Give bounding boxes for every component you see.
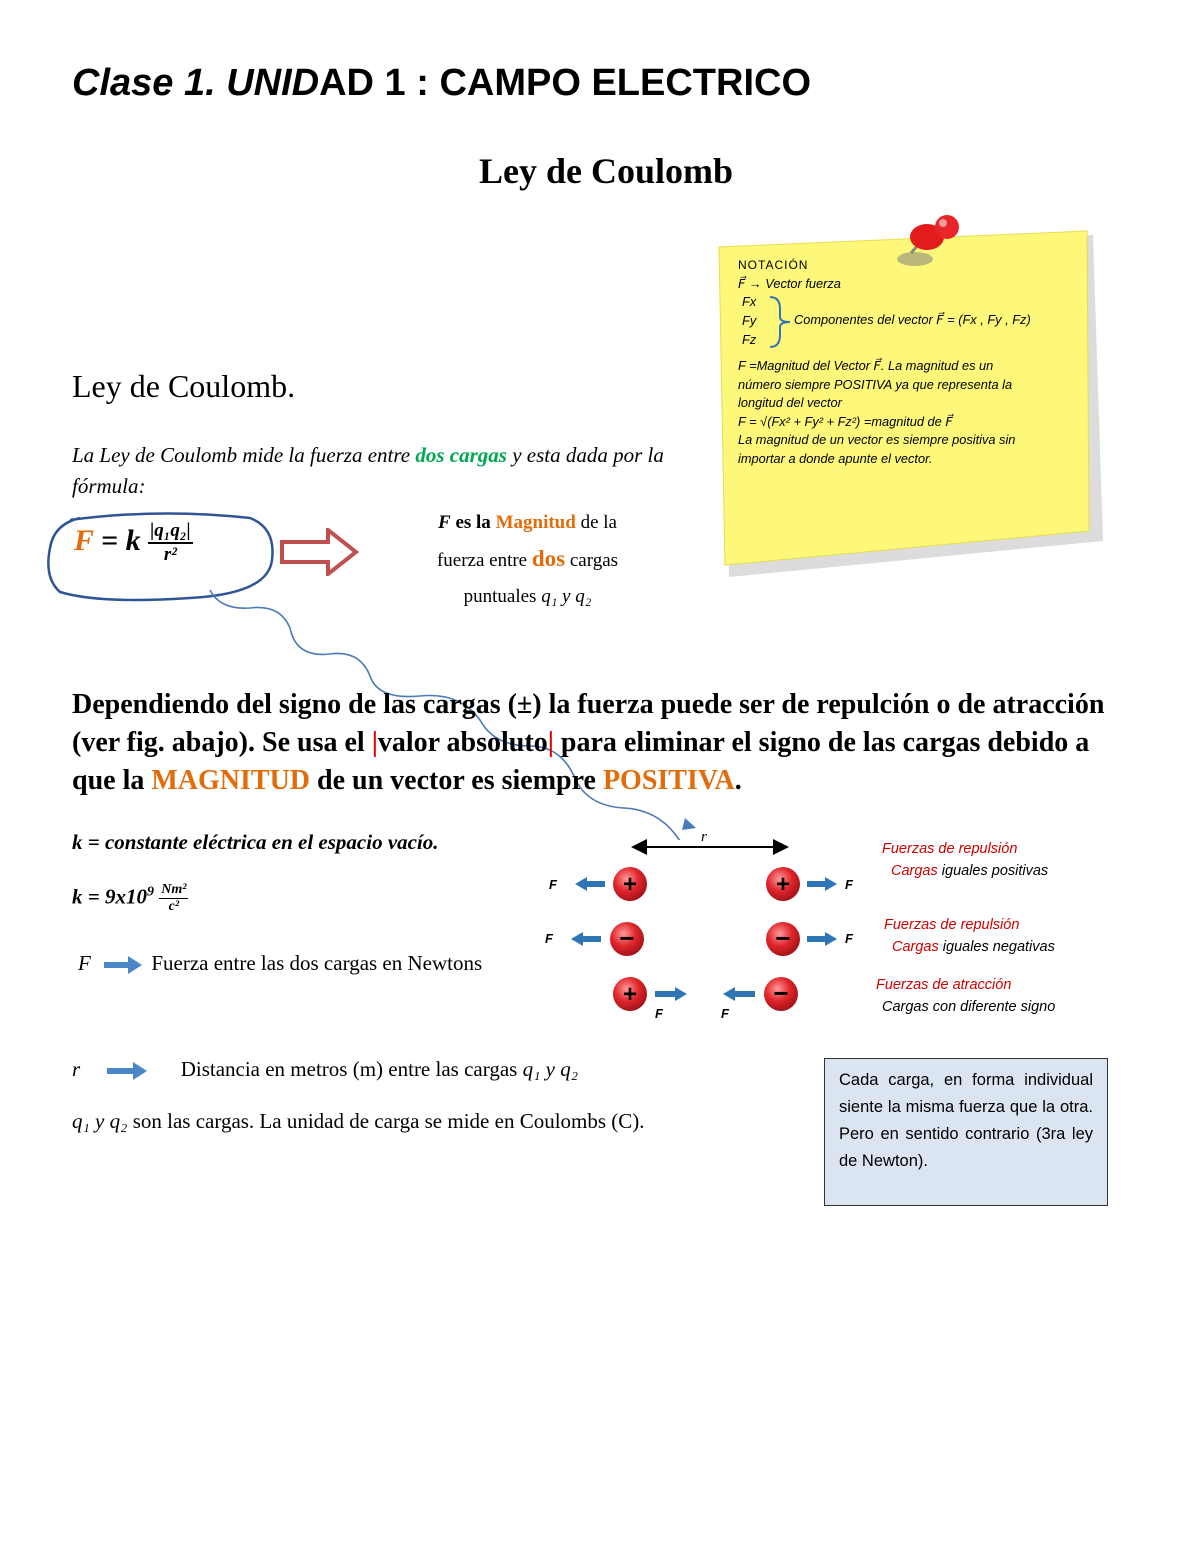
page-title: Clase 1. UNIDAD 1 : CAMPO ELECTRICO (72, 62, 811, 104)
blue-arrow-icon (102, 955, 144, 975)
r-label: r (701, 829, 707, 845)
newton-third-law-note: Cada carga, en forma individual siente la misma fuerza que la otra. Pero en sentido contrario (3ra ley de Newton). (824, 1058, 1108, 1206)
arrow-right-icon (807, 877, 837, 891)
arrow-left-icon (575, 877, 605, 891)
force-label: F (549, 877, 557, 892)
svg-text:F: F (845, 877, 853, 892)
main-paragraph: Dependiendo del signo de las cargas (±) la fuerza puede ser de repulción o de atracción (ver fig. abajo). Se usa el |valor absoluto| para eliminar el signo de las cargas debido a que la MAGNITUD de un vector es siempre POSITIVA. (72, 689, 1105, 796)
svg-text:F: F (721, 1006, 729, 1021)
arrow-right-icon (280, 528, 360, 576)
svg-text:−: − (619, 923, 635, 953)
k-definition: k = constante eléctrica en el espacio vacío. (72, 830, 439, 854)
arrow-right-icon (807, 932, 837, 946)
svg-text:+: + (622, 981, 638, 1008)
legend-repulsion-positive: Fuerzas de repulsión Cargas iguales positivas (882, 841, 1049, 879)
svg-text:−: − (773, 978, 789, 1008)
svg-text:−: − (775, 923, 791, 953)
arrow-left-icon (723, 987, 755, 1001)
svg-text:F: F (845, 931, 853, 946)
legend-attraction: Fuerzas de atracción Cargas con diferente signo (876, 977, 1056, 1015)
r-definition: r Distancia en metros (m) entre las cargas q₁ y q₂ (72, 1057, 579, 1081)
arrow-right-icon (655, 987, 687, 1001)
coulomb-formula: F = k $\frac{\text{|q₁q₂|}}{\text{r²}}$ (74, 520, 191, 565)
svg-text:+: + (775, 871, 791, 898)
page-subtitle: Ley de Coulomb (478, 151, 734, 191)
q-definition: q₁ y q₂ son las cargas. La unidad de carga se mide en Coulombs (C). (72, 1109, 645, 1133)
formula-description: F es la Magnitud de la fuerza entre dos cargas puntuales q₁ y q₂ (436, 512, 619, 607)
notation-vector: F⃗ → Vector fuerza (738, 275, 841, 291)
notation-heading: NOTACIÓN (738, 258, 809, 272)
brace-icon (768, 295, 794, 349)
F-definition: F Fuerza entre las dos cargas en Newtons (78, 951, 483, 975)
svg-text:F: F (655, 1006, 663, 1021)
svg-text:F: F (545, 931, 553, 946)
k-value: $k = 9x10^9$ $\frac{\text{Nm²}}{\text{c²}}$ (72, 882, 187, 914)
charges-diagram (535, 825, 865, 1025)
legend-repulsion-negative: Fuerzas de repulsión Cargas iguales negativas (884, 917, 1055, 955)
magnitude-formula: F = √(Fx² + Fy² + Fz²) =magnitud de F⃗ (738, 413, 953, 429)
blue-arrow-icon (105, 1061, 149, 1081)
intro-text: La Ley de Coulomb mide la fuerza entre dos cargas y esta dada por la fórmula: (72, 443, 664, 498)
svg-text:+: + (622, 871, 638, 898)
notation-components: Fx Fy Fz Componentes del vector F⃗ = (Fx , Fy , Fz) (742, 294, 1031, 347)
notation-note: NOTACIÓN F⃗ → Vector fuerza Fx Fy Fz Componentes del vector F⃗ = (Fx , Fy , Fz) F =Magnitud del Vector F⃗. La magnitud es un número siempre POSITIVA ya que representa la longitud del vector F = √(Fx² + Fy² + Fz²) =magnitud de F⃗ La magnitud de un vector es siempre positiva sin importar a donde apunte el vector. (738, 256, 1068, 468)
arrow-left-icon (571, 932, 601, 946)
section-heading: Ley de Coulomb. (72, 368, 296, 404)
